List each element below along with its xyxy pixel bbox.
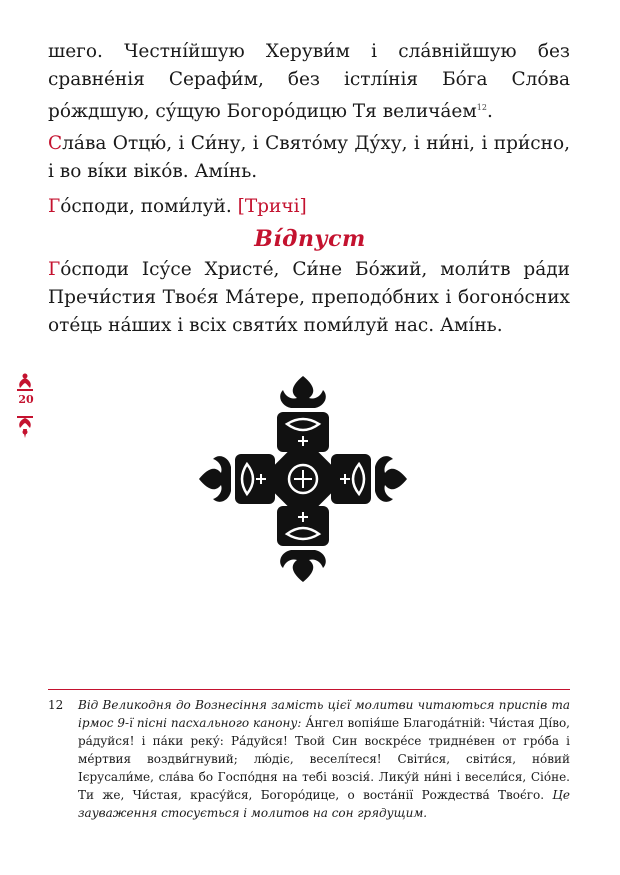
footnote-outro: Це зауваження стосується і молитов на сон грядущим. <box>78 788 570 820</box>
rubric-tricha: [Тричі] <box>237 196 307 217</box>
initial-letter: Г <box>48 259 61 280</box>
footnote-body: А́нгел вопія́ше Благода́тній: Чи́стая Ді́во, ра́дуйся! і па́ки реку́: Ра́дуйся! Твой Син воскре́се тридне́вен от гро́ба і ме́ртвия воздви́гнувий; лю́діє, веселі́теся! Світи́ся, світи́ся, но́вий Ієрусали́ме, сла́ва бо Госпо́дня на тебі возсія́. Лику́й ни́ні і весели́ся, Сіо́не. Ти же, Чи́стая, красу́йся, Богоро́дице, о воста́нії Рождества́ Твоє́го. <box>78 716 571 802</box>
paragraph-3-text <box>48 193 570 221</box>
paragraph-1-body: шего. Честні́йшую Херуви́м і сла́внійшую без сравне́нія Серафи́м, без істлі́нія Бо́га Сло́ва ро́ждшую, су́щую Богоро́дицю Тя велича́ем <box>48 41 570 123</box>
section-heading: Ві́дпуст <box>254 226 366 252</box>
paragraph-3-body: о́споди, поми́луй. <box>60 196 238 217</box>
paragraph-3 <box>48 193 570 221</box>
paragraph-1 <box>48 38 570 126</box>
paragraph-4-text <box>48 256 570 340</box>
footnote <box>48 696 570 822</box>
paragraph-2 <box>48 130 570 186</box>
footnote-intro: Від Великодня до Вознесіння замість цієї молитви читаються приспів та ірмос 9-ї пісні пасхального канону: <box>78 698 570 730</box>
footnote-divider <box>48 689 570 690</box>
fleur-ornament-icon <box>14 372 36 442</box>
paragraph-4-body: о́споди Ісу́се Христе́, Си́не Бо́жий, моли́тв ра́ди Пречи́стия Твоє́я Ма́тере, преподо́бних і богоно́сних оте́ць на́ших і всіх святи́х поми́луй нас. Амі́нь. <box>48 259 570 336</box>
footnote-ref[interactable]: 12 <box>476 103 487 112</box>
paragraph-4 <box>48 256 570 340</box>
footnote-text <box>78 696 570 822</box>
footnote-number: 12 <box>48 698 64 712</box>
paragraph-1-text: шего. Честні́йшую Херуви́м і сла́внійшую без сравне́нія Серафи́м, без істлі́нія Бо́га Сло́ва ро́ждшую, су́щую Богоро́дицю Тя $велича́ем^{12}$. <box>48 41 570 123</box>
paragraph-2-text <box>48 130 570 186</box>
paragraph-2-body: ла́ва Отцю́, і Си́ну, і Свято́му Ду́ху, і ни́ні, і при́сно, і во ві́ки віко́в. Амі́нь. <box>48 133 570 182</box>
initial-letter: Г <box>48 196 61 217</box>
ornamental-cross-icon <box>197 374 409 584</box>
initial-letter: С <box>48 133 63 154</box>
page-number: 20 <box>18 393 34 406</box>
